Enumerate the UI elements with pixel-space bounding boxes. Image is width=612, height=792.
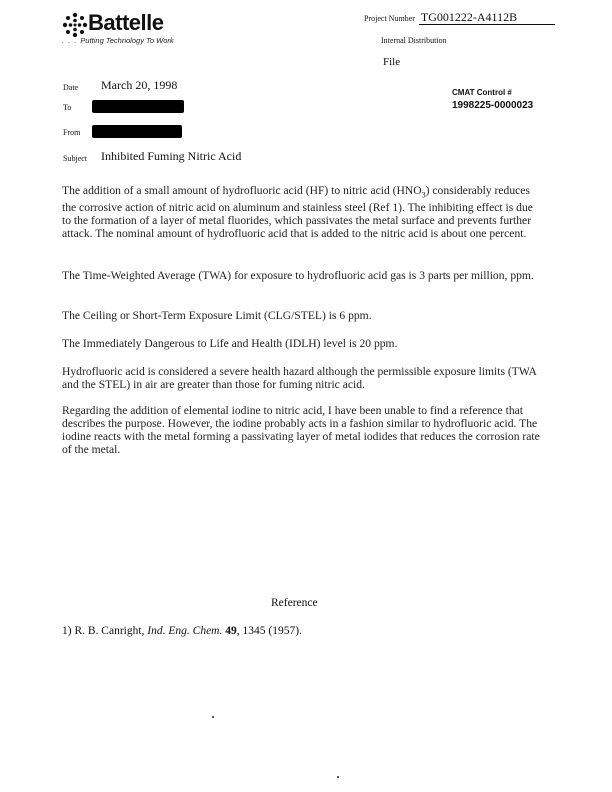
date-label: Date bbox=[63, 83, 79, 92]
paragraph-1-subscript: 3 bbox=[421, 190, 426, 200]
battelle-star-icon bbox=[62, 12, 88, 38]
logo-tagline: Putting Technology To Work bbox=[80, 36, 174, 45]
project-number: TG001222-A4112B bbox=[419, 10, 555, 25]
distribution-label: Internal Distribution bbox=[381, 36, 447, 45]
paragraph-hazard bbox=[62, 365, 540, 391]
paragraph-2-text: The Time-Weighted Average (TWA) for exposure to hydrofluoric acid gas is 3 parts per million, ppm. bbox=[62, 269, 534, 282]
reference-heading: Reference bbox=[271, 597, 318, 609]
to-label: To bbox=[63, 103, 72, 112]
reference-pages-year: , 1345 (1957). bbox=[236, 625, 302, 637]
paragraph-iodine bbox=[62, 404, 540, 456]
cmat-control-label: CMAT Control # bbox=[452, 88, 512, 97]
logo-tagline-row bbox=[62, 36, 174, 45]
subject-label: Subject bbox=[63, 154, 87, 163]
logo-dots: . . . bbox=[62, 36, 78, 45]
reference-volume: 49 bbox=[225, 625, 237, 637]
paragraph-stel bbox=[62, 309, 540, 322]
paragraph-5-text: Hydrofluoric acid is considered a severe health hazard although the permissible exposure limits (TWA and the STEL) in air are greater than those for fuming nitric acid. bbox=[62, 365, 537, 391]
scan-speck bbox=[337, 776, 339, 778]
from-label: From bbox=[63, 128, 81, 137]
logo-name: Battelle bbox=[88, 10, 164, 35]
scan-speck bbox=[212, 716, 214, 718]
redacted-recipient bbox=[92, 100, 184, 113]
paragraph-6-text: Regarding the addition of elemental iodine to nitric acid, I have been unable to find a reference that describes the purpose. However, the iodine probably acts in a fashion similar to hydrofluoric acid. The iodine reacts with the metal forming a passivating layer of metal iodides that reduces the corrosion rate of the metal. bbox=[62, 404, 540, 456]
paragraph-3-text: The Ceiling or Short-Term Exposure Limit (CLG/STEL) is 6 ppm. bbox=[62, 309, 372, 322]
paragraph-idlh bbox=[62, 337, 540, 350]
project-number-label: Project Number bbox=[364, 14, 415, 23]
reference-entry bbox=[62, 625, 302, 637]
cmat-control-number: 1998225-0000023 bbox=[452, 100, 534, 111]
reference-journal: Ind. Eng. Chem. bbox=[147, 625, 223, 637]
project-number-row bbox=[364, 8, 555, 26]
paragraph-1-text: The addition of a small amount of hydrofluoric acid (HF) to nitric acid (HNO bbox=[62, 184, 422, 197]
redacted-sender bbox=[92, 125, 182, 138]
file-label: File bbox=[383, 56, 401, 68]
paragraph-4-text: The Immediately Dangerous to Life and Health (IDLH) level is 20 ppm. bbox=[62, 337, 398, 350]
paragraph-1-text-rest: ) considerably reduces the corrosive action of nitric acid on aluminum and stainless steel (Ref 1). The inhibiting effect is due to the formation of a layer of metal fluorides, which passivates the metal surface and prevents further attack. The nominal amount of hydrofluoric acid that is added to the nitric acid is about one percent. bbox=[62, 184, 533, 241]
date-value: March 20, 1998 bbox=[101, 78, 178, 92]
subject-value: Inhibited Fuming Nitric Acid bbox=[101, 149, 242, 163]
paragraph-hf-addition bbox=[62, 184, 540, 240]
reference-authors: 1) R. B. Canright, bbox=[62, 625, 148, 637]
paragraph-twa bbox=[62, 269, 540, 282]
